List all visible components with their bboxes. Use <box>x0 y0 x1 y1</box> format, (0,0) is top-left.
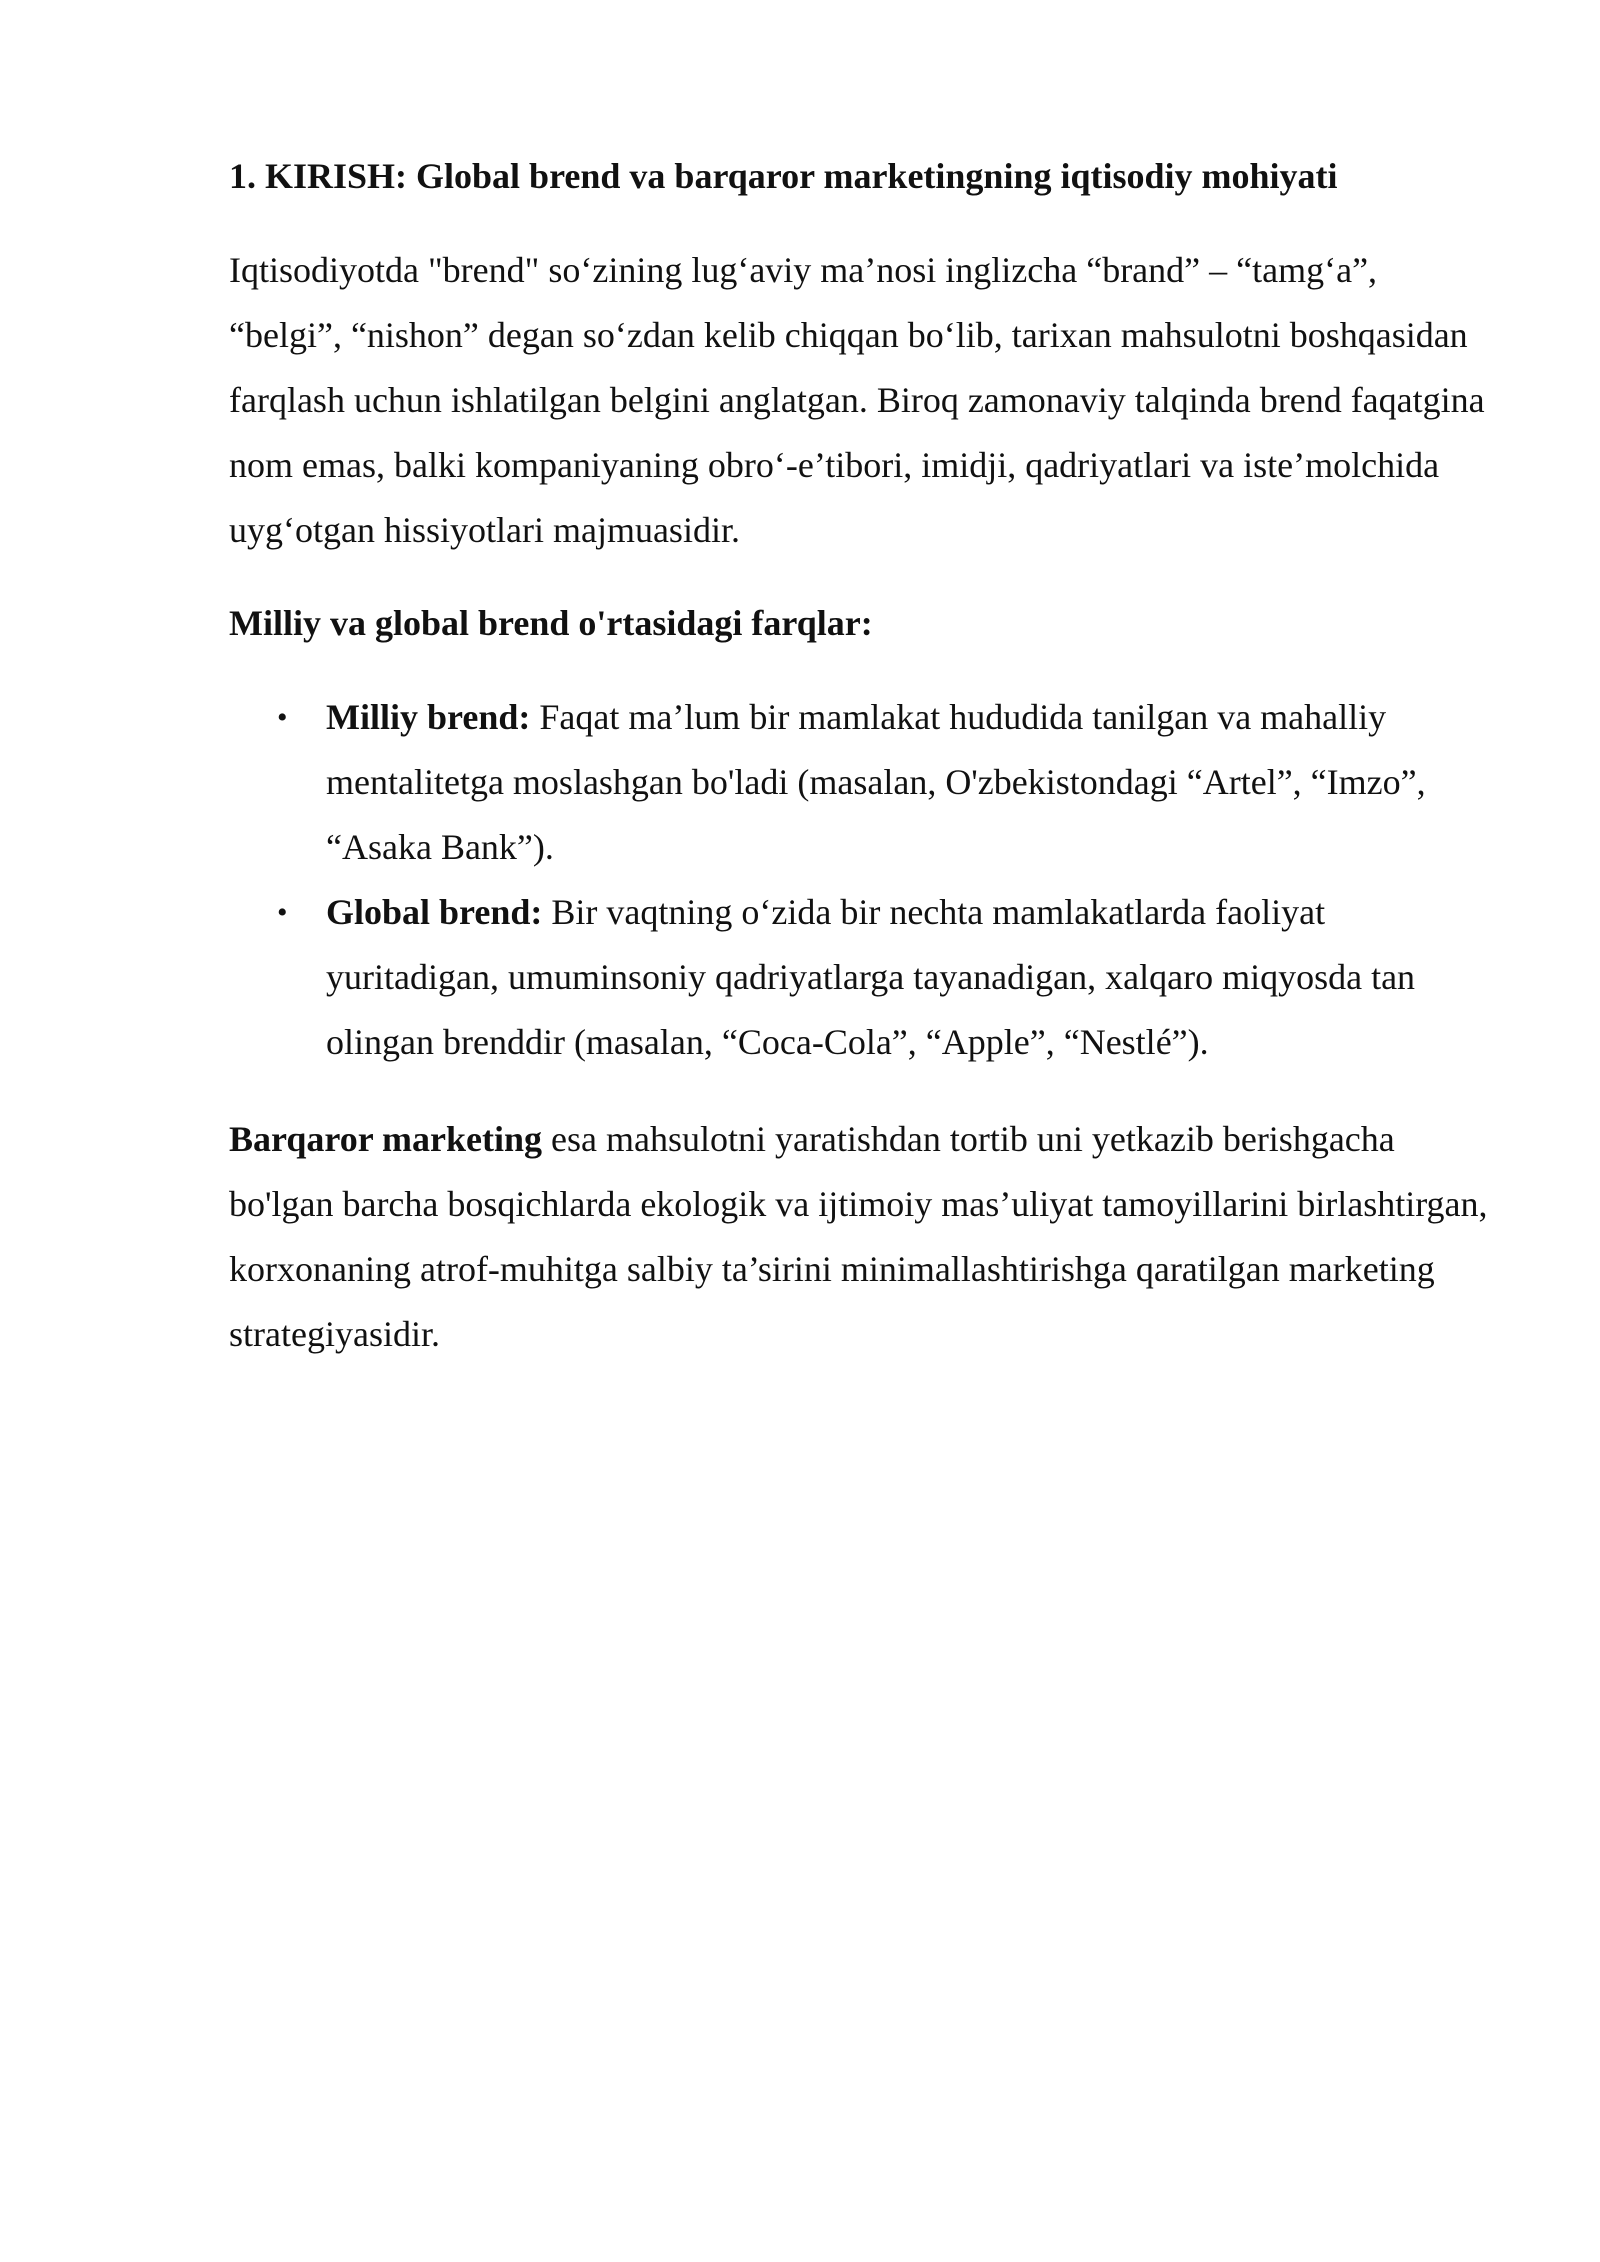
bullet-icon: • <box>277 701 288 734</box>
global-brand-term: Global brend: <box>326 892 543 932</box>
sustainable-marketing-term: Barqaror marketing <box>229 1119 542 1159</box>
intro-paragraph: Iqtisodiyotda "brend" so‘zining lug‘aviy ma’nosi inglizcha “brand” – “tamg‘a”, “belgi”, “nishon” degan so‘zdan kelib chiqqan bo‘lib, tarixan mahsulotni boshqasidan farqlash uchun ishlatilgan belgini anglatgan. Biroq zamonaviy talqinda brend faqatgina nom emas, balki kompaniyaning obro‘-e’tibori, imidji, qadriyatlari va iste’molchida uyg‘otgan hissiyotlari majmuasidir. <box>229 250 1485 550</box>
national-brand-text: Faqat ma’lum bir mamlakat hududida tanilgan va mahalliy mentalitetga moslashgan bo'ladi (masalan, O'zbekistondagi “Artel”, “Imzo”, “Asaka Bank”). <box>326 697 1426 867</box>
differences-subheading: Milliy va global brend o'rtasidagi farqlar: <box>229 603 873 643</box>
list-item-national-brand <box>229 685 1489 880</box>
closing-paragraph <box>229 1107 1489 1367</box>
bullet-icon: • <box>277 896 288 929</box>
global-brand-text: Bir vaqtning o‘zida bir nechta mamlakatlarda faoliyat yuritadigan, umuminsoniy qadriyatlarga tayanadigan, xalqaro miqyosda tan olingan brenddir (masalan, “Coca-Cola”, “Apple”, “Nestlé”). <box>326 892 1416 1062</box>
document-content <box>229 146 1489 1397</box>
brand-types-list <box>229 685 1489 1075</box>
national-brand-term: Milliy brend: <box>326 697 531 737</box>
section-heading: 1. KIRISH: Global brend va barqaror marketingning iqtisodiy mohiyati <box>229 156 1338 196</box>
list-item-global-brand <box>229 880 1489 1075</box>
sustainable-marketing-text: esa mahsulotni yaratishdan tortib uni yetkazib berishgacha bo'lgan barcha bosqichlarda ekologik va ijtimoiy mas’uliyat tamoyillarini birlashtirgan, korxonaning atrof-muhitga salbiy ta’sirini minimallashtirishga qaratilgan marketing strategiyasidir. <box>229 1119 1488 1354</box>
